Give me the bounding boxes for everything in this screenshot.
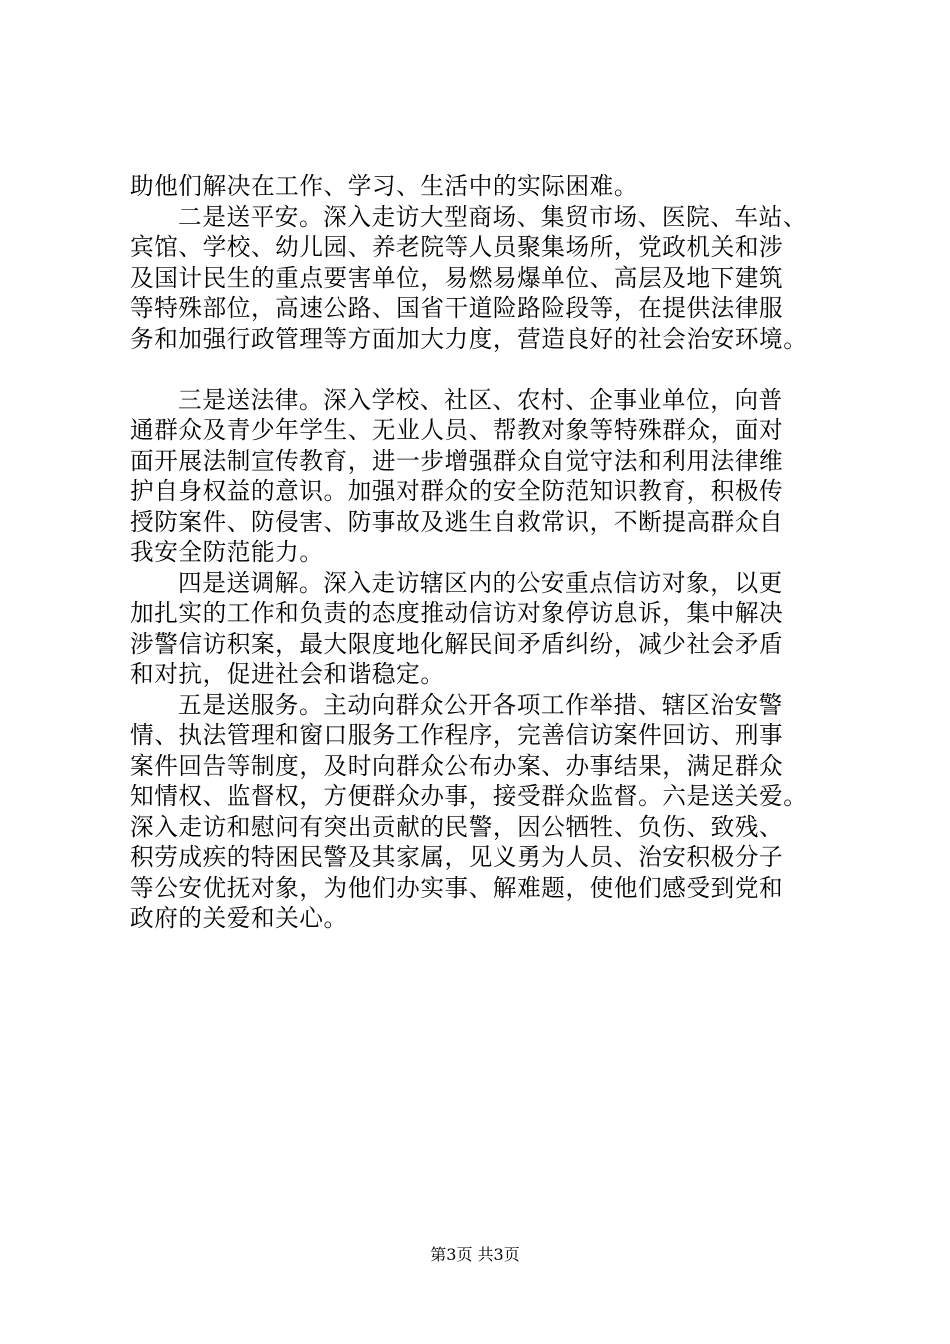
text-line: 三是送法律。深入学校、社区、农村、企事业单位，向普 bbox=[178, 385, 783, 414]
text-line: 宾馆、学校、幼儿园、养老院等人员聚集场所，党政机关和涉 bbox=[130, 233, 784, 261]
text-line: 等特殊部位，高速公路、国省干道险路险段等，在提供法律服 bbox=[130, 294, 784, 322]
text-line: 五是送服务。主动向群众公开各项工作举措、辖区治安警 bbox=[178, 690, 783, 719]
text-line: 通群众及青少年学生、无业人员、帮教对象等特殊群众，面对 bbox=[130, 416, 784, 444]
text-line: 护自身权益的意识。加强对群众的安全防范知识教育，积极传 bbox=[130, 477, 784, 505]
page-number-label: 第3页 共3页 bbox=[430, 1245, 520, 1264]
text-line: 案件回告等制度，及时向群众公布办案、办事结果，满足群众 bbox=[130, 751, 784, 780]
text-line: 务和加强行政管理等方面加大力度，营造良好的社会治安环境。 bbox=[130, 324, 808, 353]
text-line: 知情权、监督权，方便群众办事，接受群众监督。六是送关爱。 bbox=[130, 782, 808, 810]
paragraph-service bbox=[130, 690, 830, 934]
text-line: 面开展法制宣传教育，进一步增强群众自觉守法和利用法律维 bbox=[130, 446, 784, 475]
text-line: 积劳成疾的特困民警及其家属，见义勇为人员、治安积极分子 bbox=[130, 843, 784, 871]
text-line: 我安全防范能力。 bbox=[130, 538, 324, 566]
text-line: 等公安优抚对象，为他们办实事、解难题，使他们感受到党和 bbox=[130, 873, 784, 902]
text-line: 助他们解决在工作、学习、生活中的实际困难。 bbox=[130, 172, 639, 200]
text-line: 四是送调解。深入走访辖区内的公安重点信访对象，以更 bbox=[178, 568, 783, 597]
paragraph-law bbox=[130, 385, 830, 568]
text-line: 加扎实的工作和负责的态度推动信访对象停访息诉，集中解决 bbox=[130, 599, 784, 627]
text-line: 和对抗，促进社会和谐稳定。 bbox=[130, 660, 445, 688]
text-line: 及国计民生的重点要害单位，易燃易爆单位、高层及地下建筑 bbox=[130, 263, 784, 292]
paragraph-safety bbox=[130, 202, 830, 355]
text-line: 情、执法管理和窗口服务工作程序，完善信访案件回访、刑事 bbox=[130, 721, 784, 749]
text-line: 授防案件、防侵害、防事故及逃生自救常识，不断提高群众自 bbox=[130, 507, 784, 536]
text-line: 政府的关爱和关心。 bbox=[130, 904, 348, 932]
paragraph-gap bbox=[130, 354, 830, 385]
text-line: 二是送平安。深入走访大型商场、集贸市场、医院、车站、 bbox=[178, 202, 808, 231]
text-line: 深入走访和慰问有突出贡献的民警，因公牺牲、负伤、致残、 bbox=[130, 812, 784, 841]
document-body bbox=[130, 171, 830, 934]
text-line: 涉警信访积案，最大限度地化解民间矛盾纠纷，减少社会矛盾 bbox=[130, 629, 784, 658]
page-footer bbox=[0, 1245, 950, 1265]
paragraph-continuation bbox=[130, 171, 830, 202]
paragraph-mediation bbox=[130, 568, 830, 690]
